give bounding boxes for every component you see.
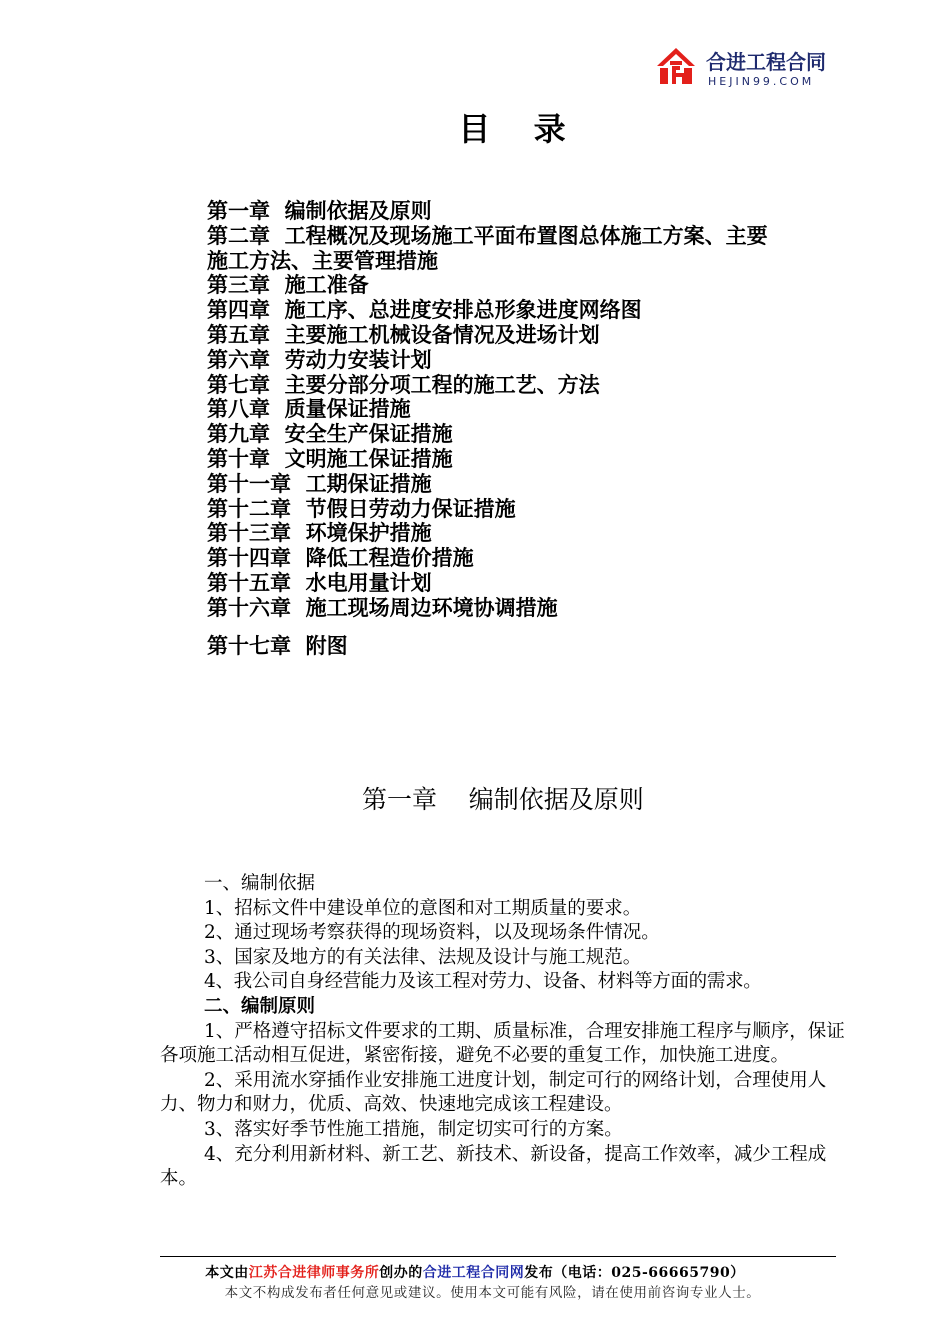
paragraph: 4、充分利用新材料、新工艺、新技术、新设备，提高工作效率，减少工程成本。 <box>160 1143 827 1190</box>
footer-suffix: 发布（电话：025-66665790） <box>524 1265 745 1281</box>
paragraph: 3、落实好季节性施工措施，制定切实可行的方案。 <box>204 1118 623 1140</box>
list-item: 4、我公司自身经营能力及该工程对劳力、设备、材料等方面的需求。 <box>204 971 762 993</box>
toc-item[interactable]: 第十五章 水电用量计划 <box>207 570 432 595</box>
toc-item[interactable]: 第一章 编制依据及原则 <box>207 199 432 223</box>
toc-title: 目 录 <box>458 110 582 148</box>
list-item: 3、国家及地方的有关法律、法规及设计与施工规范。 <box>204 946 642 968</box>
footer-middle: 创办的 <box>379 1265 423 1281</box>
toc-item[interactable]: 第十章 文明施工保证措施 <box>207 446 453 471</box>
toc-item[interactable]: 第十三章 环境保护措施 <box>207 521 432 546</box>
toc-item[interactable]: 施工方法、主要管理措施 <box>207 248 438 273</box>
list-item: 2、通过现场考察获得的现场资料，以及现场条件情况。 <box>204 922 660 944</box>
toc-item[interactable]: 第八章 质量保证措施 <box>207 397 411 422</box>
house-logo-icon <box>654 44 698 88</box>
footer-disclaimer: 本文不构成发布者任何意见或建议。使用本文可能有风险，请在使用前咨询专业人士。 <box>224 1285 761 1301</box>
chapter-heading: 第一章 编制依据及原则 <box>362 785 644 814</box>
toc-item[interactable]: 第四章 施工序、总进度安排总形象进度网络图 <box>207 298 642 323</box>
toc-item[interactable]: 第五章 主要施工机械设备情况及进场计划 <box>207 322 600 347</box>
toc-item[interactable]: 第十四章 降低工程造价措施 <box>207 546 474 571</box>
footer-divider <box>160 1256 836 1257</box>
chapter-body <box>160 872 850 1192</box>
toc-item[interactable]: 第九章 安全生产保证措施 <box>207 422 453 447</box>
logo-name: 合进工程合同 <box>706 50 826 74</box>
footer-publisher-line <box>0 1262 950 1282</box>
toc-item[interactable]: 第十七章 附图 <box>207 633 348 658</box>
section-title: 一、编制依据 <box>204 873 316 894</box>
table-of-contents <box>207 199 847 658</box>
logo-url: HEJIN99.COM <box>708 75 815 88</box>
toc-item[interactable]: 第七章 主要分部分项工程的施工艺、方法 <box>207 372 600 397</box>
footer-prefix: 本文由 <box>205 1265 249 1281</box>
toc-item[interactable]: 第十一章 工期保证措施 <box>207 471 432 496</box>
toc-item[interactable]: 第二章 工程概况及现场施工平面布置图总体施工方案、主要 <box>207 223 768 248</box>
footer-firm-link[interactable]: 江苏合进律师事务所 <box>248 1265 380 1281</box>
toc-item[interactable]: 第十六章 施工现场周边环境协调措施 <box>207 595 558 620</box>
brand-logo <box>654 44 854 94</box>
toc-item[interactable]: 第六章 劳动力安装计划 <box>207 347 432 372</box>
list-item: 1、招标文件中建设单位的意图和对工期质量的要求。 <box>204 897 642 919</box>
paragraph: 1、严格遵守招标文件要求的工期、质量标准，合理安排施工程序与顺序，保证各项施工活动相互促进，紧密衔接，避免不必要的重复工作，加快施工进度。 <box>160 1020 845 1067</box>
section-title: 二、编制原则 <box>204 995 316 1017</box>
toc-item[interactable]: 第十二章 节假日劳动力保证措施 <box>207 496 516 521</box>
paragraph: 2、采用流水穿插作业安排施工进度计划，制定可行的网络计划，合理使用人力、物力和财力，优质、高效、快速地完成该工程建设。 <box>160 1069 827 1116</box>
toc-item[interactable]: 第三章 施工准备 <box>207 273 369 298</box>
footer-site-link[interactable]: 合进工程合同网 <box>422 1265 525 1281</box>
